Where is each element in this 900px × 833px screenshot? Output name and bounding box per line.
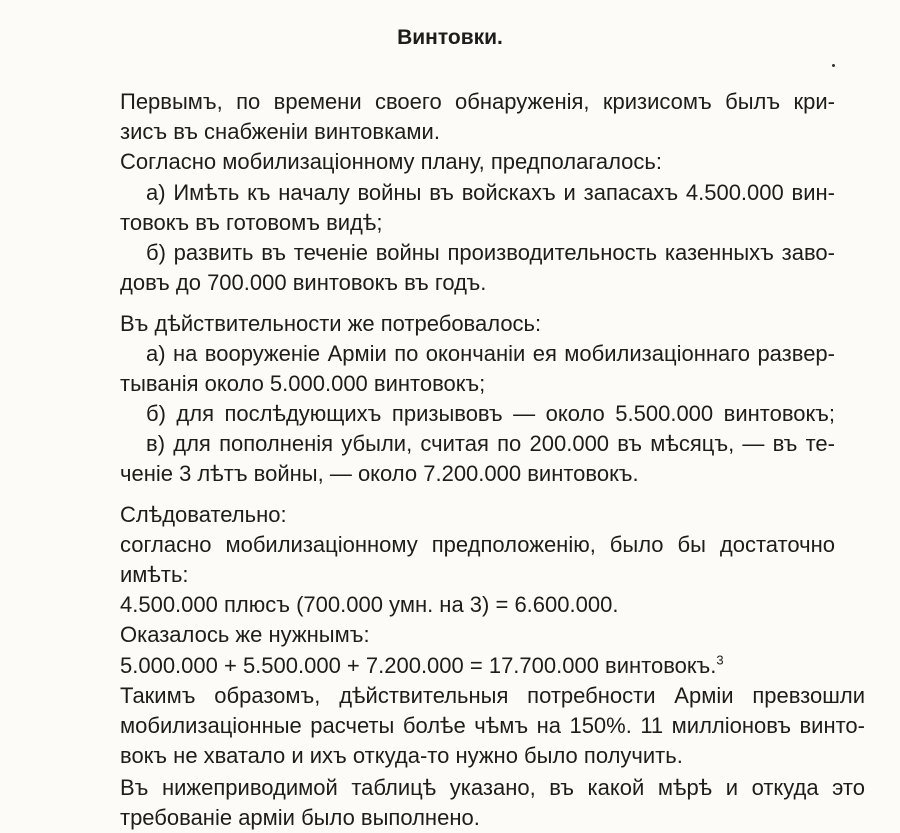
text-line: Согласно мобилизаціонному плану, предполагалось: — [120, 149, 662, 174]
ink-speck — [832, 64, 835, 67]
text-line: тыванія около 5.000.000 винтовокъ; — [120, 371, 486, 396]
text-line: Въ дѣйствительности же потребовалось: — [120, 311, 542, 336]
text-line: Такимъ образомъ, дѣйствительныя потребности Арміи превзошли — [120, 683, 865, 708]
text-line: в) для пополненія убыли, считая по 200.000 въ мѣсяцъ, — въ те- — [146, 431, 835, 456]
text-line: товокъ въ готовомъ видѣ; — [120, 210, 383, 235]
text-line: вокъ не хватало и ихъ откуда-то нужно было получить. — [120, 743, 683, 768]
text-line: Первымъ, по времени своего обнаруженія, кризисомъ былъ кри- — [120, 89, 835, 114]
text-line: требованіе арміи было выполнено. — [120, 805, 480, 830]
text-line: а) на вооруженіе Арміи по окончаніи ея мобилизаціоннаго развер- — [146, 341, 835, 366]
text-line: Слѣдовательно: — [120, 502, 287, 527]
text-line: б) развить въ теченіе войны производительность казенныхъ заво- — [146, 240, 835, 265]
text-line: довъ до 700.000 винтовокъ въ годъ. — [120, 270, 487, 295]
section-title: Винтовки. — [397, 26, 503, 49]
text-line: Оказалось же нужнымъ: — [120, 622, 370, 647]
text-line: мобилизаціонные расчеты болѣе чѣмъ на 150%. 11 милліоновъ винто- — [120, 713, 865, 738]
footnote-mark: 3 — [716, 652, 724, 668]
text-line: а) Имѣть къ началу войны въ войскахъ и запасахъ 4.500.000 вин- — [146, 180, 835, 205]
formula-text: 5.000.000 + 5.500.000 + 7.200.000 = 17.700.000 винтовокъ. — [120, 653, 717, 678]
text-line: б) для послѣдующихъ призывовъ — около 5.500.000 винтовокъ; — [146, 401, 835, 426]
text-line: ченіе 3 лѣтъ войны, — около 7.200.000 винтовокъ. — [120, 461, 639, 486]
text-line: имѣть: — [120, 562, 189, 587]
text-line: согласно мобилизаціонному предположенію, было бы достаточно — [120, 532, 835, 557]
text-line: Въ нижеприводимой таблицѣ указано, въ какой мѣрѣ и откуда это — [120, 775, 865, 800]
formula-line: 4.500.000 плюсъ (700.000 умн. на 3) = 6.600.000. — [120, 592, 619, 617]
formula-line — [120, 651, 724, 681]
text-line: зисъ въ снабженіи винтовками. — [120, 119, 440, 144]
